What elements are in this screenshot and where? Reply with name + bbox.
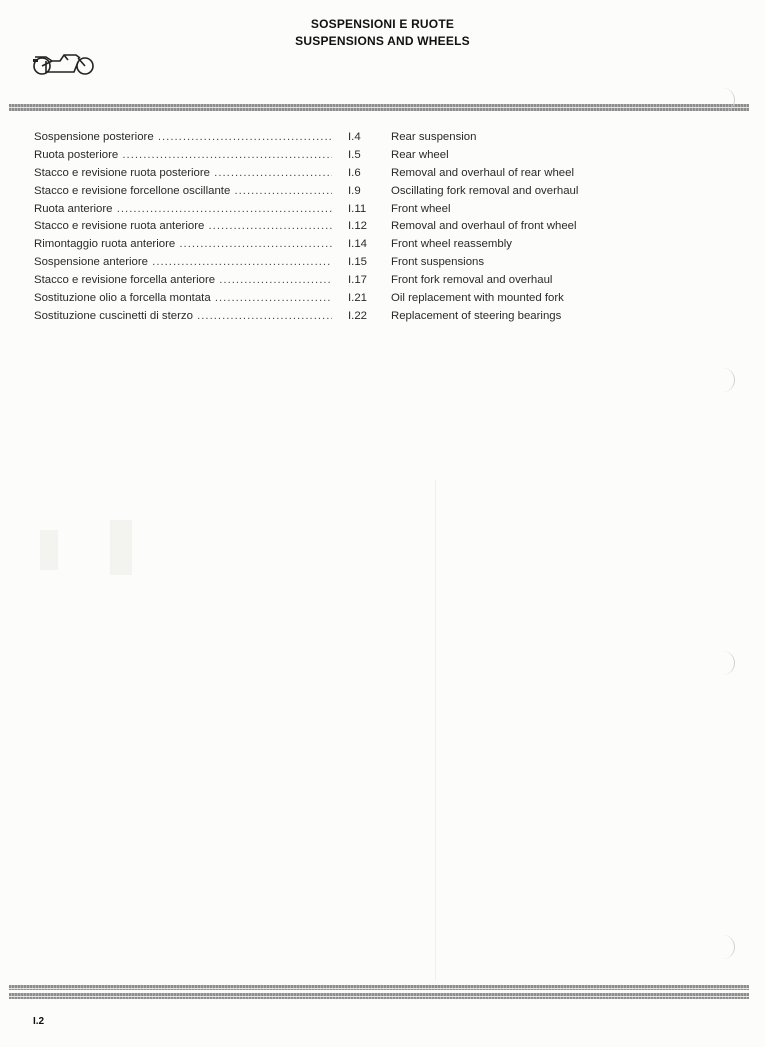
toc-english-title: Front fork removal and overhaul: [391, 274, 553, 287]
toc-italian-title: Stacco e revisione ruota anteriore .....: [34, 218, 332, 236]
toc-page-number: I.5: [348, 148, 361, 161]
bottom-divider: [9, 985, 749, 990]
binder-hole: [718, 935, 735, 959]
scan-artifact: [40, 530, 58, 570]
toc-page-number: I.9: [348, 184, 361, 197]
toc-row[interactable]: [34, 290, 634, 308]
toc-italian-title: Stacco e revisione forcellone oscillante .....: [34, 183, 332, 201]
scan-artifact: [435, 480, 436, 980]
page-title-english: SUSPENSIONS AND WHEELS: [295, 34, 470, 48]
toc-italian-title: Sospensione posteriore .....: [34, 129, 332, 147]
toc-row[interactable]: [34, 308, 634, 326]
toc-italian-title: Ruota anteriore .....: [34, 201, 332, 219]
toc-row[interactable]: [34, 254, 634, 272]
toc-row[interactable]: [34, 147, 634, 165]
toc-page-number: I.14: [348, 238, 367, 251]
toc-english-title: Rear wheel: [391, 148, 449, 161]
toc-italian-title: Sospensione anteriore .....: [34, 254, 332, 272]
toc-page-number: I.15: [348, 256, 367, 269]
toc-row[interactable]: [34, 183, 634, 201]
toc-english-title: Replacement of steering bearings: [391, 309, 562, 322]
toc-italian-title: Sostituzione olio a forcella montata .....: [34, 290, 332, 308]
toc-row[interactable]: [34, 201, 634, 219]
toc-italian-title: Ruota posteriore .....: [34, 147, 332, 165]
toc-english-title: Oscillating fork removal and overhaul: [391, 184, 579, 197]
motorcycle-icon: [30, 48, 96, 78]
page-number: I.2: [33, 1016, 45, 1027]
toc-page-number: I.17: [348, 274, 367, 287]
toc-row[interactable]: [34, 129, 634, 147]
scan-artifact: [110, 520, 132, 575]
top-divider: [9, 104, 749, 111]
toc-row[interactable]: [34, 236, 634, 254]
table-of-contents: [34, 129, 634, 326]
toc-row[interactable]: [34, 272, 634, 290]
toc-italian-title: Stacco e revisione forcella anteriore .....: [34, 272, 332, 290]
toc-english-title: Front wheel reassembly: [391, 238, 512, 251]
toc-page-number: I.22: [348, 309, 367, 322]
toc-english-title: Front suspensions: [391, 256, 485, 269]
toc-english-title: Removal and overhaul of front wheel: [391, 220, 577, 233]
page-title-italian: SOSPENSIONI E RUOTE: [310, 17, 455, 31]
toc-page-number: I.6: [348, 166, 361, 179]
toc-english-title: Front wheel: [391, 202, 451, 215]
toc-page-number: I.11: [348, 202, 367, 215]
bottom-divider: [9, 993, 749, 999]
toc-italian-title: Sostituzione cuscinetti di sterzo .....: [34, 308, 332, 326]
toc-page-number: I.21: [348, 292, 367, 305]
binder-hole: [718, 368, 735, 392]
toc-english-title: Oil replacement with mounted fork: [391, 292, 564, 305]
toc-italian-title: Stacco e revisione ruota posteriore .....: [34, 165, 332, 183]
toc-english-title: Removal and overhaul of rear wheel: [391, 166, 574, 179]
toc-row[interactable]: [34, 218, 634, 236]
toc-row[interactable]: [34, 165, 634, 183]
toc-page-number: I.12: [348, 220, 367, 233]
toc-english-title: Rear suspension: [391, 131, 477, 143]
toc-page-number: I.4: [348, 131, 361, 143]
toc-italian-title: Rimontaggio ruota anteriore .....: [34, 236, 332, 254]
binder-hole: [718, 651, 735, 675]
